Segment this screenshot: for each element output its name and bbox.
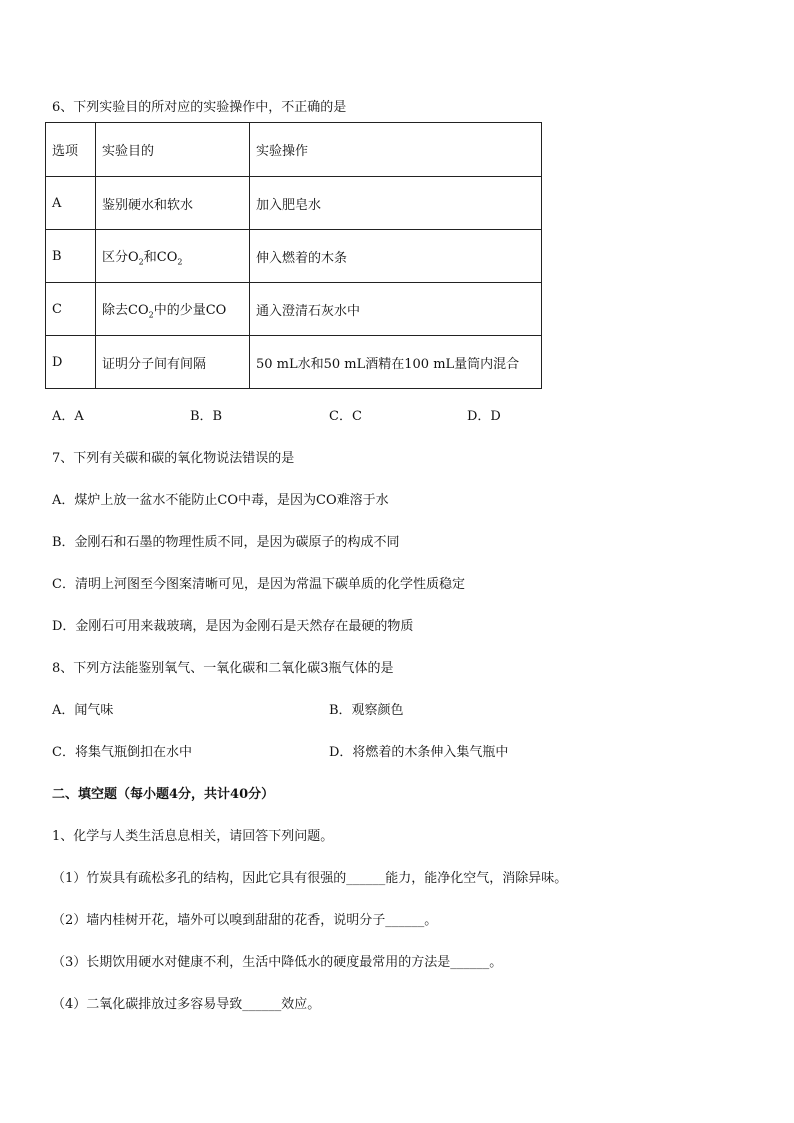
row-option: A xyxy=(46,177,96,230)
q6-choice-c[interactable]: C．C xyxy=(329,409,362,424)
fill-item-2: （2）墙内桂树开花，墙外可以嗅到甜甜的花香，说明分子______。 xyxy=(52,913,438,928)
header-purpose: 实验目的 xyxy=(96,123,250,177)
table-row xyxy=(46,283,542,336)
q7-option-b[interactable]: B．金刚石和石墨的物理性质不同，是因为碳原子的构成不同 xyxy=(52,535,400,550)
header-option: 选项 xyxy=(46,123,96,177)
row-option: D xyxy=(46,336,96,389)
q8-title: 8、下列方法能鉴别氧气、一氧化碳和二氧化碳3瓶气体的是 xyxy=(52,661,394,676)
fill-item-1: （1）竹炭具有疏松多孔的结构，因此它具有很强的______能力，能净化空气，消除异味。 xyxy=(52,871,568,886)
row-purpose: 鉴别硬水和软水 xyxy=(96,177,250,230)
row-purpose xyxy=(96,230,250,283)
q7-option-a[interactable]: A．煤炉上放一盆水不能防止CO中毒，是因为CO难溶于水 xyxy=(52,493,389,508)
subscript: 2 xyxy=(138,257,144,267)
q6-choice-a[interactable]: A．A xyxy=(52,409,84,424)
q6-choice-b[interactable]: B．B xyxy=(190,409,223,424)
q8-option-b[interactable]: B．观察颜色 xyxy=(329,703,404,718)
q7-option-c[interactable]: C．清明上河图至今图案清晰可见，是因为常温下碳单质的化学性质稳定 xyxy=(52,577,465,592)
q6-table xyxy=(45,122,542,389)
q7-option-d[interactable]: D．金刚石可用来裁玻璃，是因为金刚石是天然存在最硬的物质 xyxy=(52,619,414,634)
fill-item-3: （3）长期饮用硬水对健康不利，生活中降低水的硬度最常用的方法是______。 xyxy=(52,955,503,970)
table-header-row xyxy=(46,123,542,177)
purpose-text: 中的少量CO xyxy=(153,302,227,318)
table-row xyxy=(46,177,542,230)
purpose-text: 和CO xyxy=(143,249,178,265)
row-operation: 通入澄清石灰水中 xyxy=(250,283,542,336)
row-operation: 50 mL水和50 mL酒精在100 mL量筒内混合 xyxy=(250,336,542,389)
subscript: 2 xyxy=(177,257,183,267)
row-option: B xyxy=(46,230,96,283)
q6-choice-d[interactable]: D．D xyxy=(467,409,501,424)
q8-option-c[interactable]: C．将集气瓶倒扣在水中 xyxy=(52,745,192,760)
q6-title: 6、下列实验目的所对应的实验操作中，不正确的是 xyxy=(52,100,347,115)
purpose-text: 除去CO xyxy=(102,302,149,318)
section-heading: 二、填空题（每小题4分，共计40分） xyxy=(52,787,275,802)
row-option: C xyxy=(46,283,96,336)
table-row xyxy=(46,230,542,283)
row-purpose: 证明分子间有间隔 xyxy=(96,336,250,389)
fill-q1-title: 1、化学与人类生活息息相关，请回答下列问题。 xyxy=(52,829,334,844)
row-operation: 加入肥皂水 xyxy=(250,177,542,230)
q8-option-a[interactable]: A．闻气味 xyxy=(52,703,114,718)
q7-title: 7、下列有关碳和碳的氧化物说法错误的是 xyxy=(52,451,295,466)
subscript: 2 xyxy=(148,310,154,320)
row-purpose xyxy=(96,283,250,336)
header-operation: 实验操作 xyxy=(250,123,542,177)
table-row xyxy=(46,336,542,389)
fill-item-4: （4）二氧化碳排放过多容易导致______效应。 xyxy=(52,997,321,1012)
purpose-text: 区分O xyxy=(102,249,139,265)
row-operation: 伸入燃着的木条 xyxy=(250,230,542,283)
q8-option-d[interactable]: D．将燃着的木条伸入集气瓶中 xyxy=(329,745,509,760)
